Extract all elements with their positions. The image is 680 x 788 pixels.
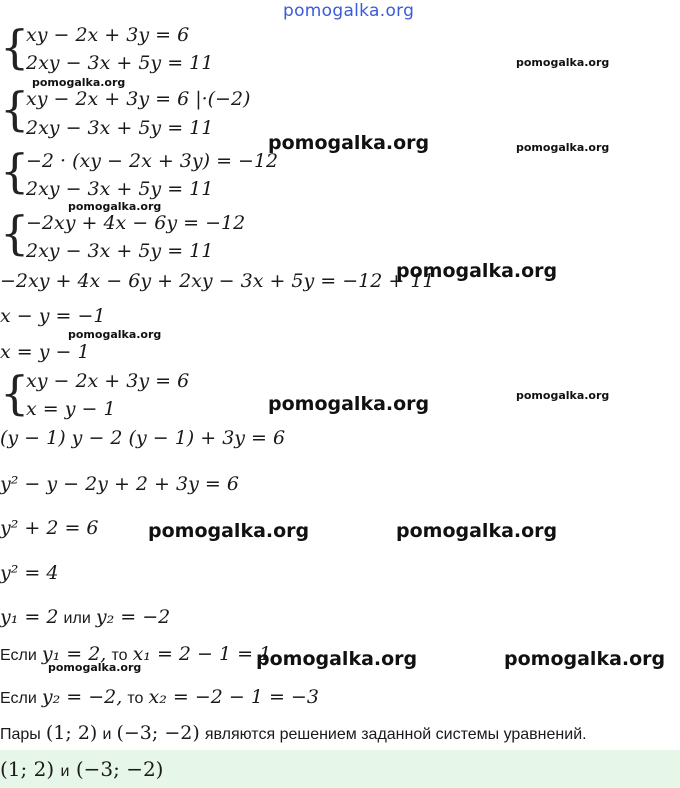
pairs-word: Пары <box>0 726 41 743</box>
system-brace: { <box>0 20 30 74</box>
watermark: pomogalka.org <box>48 661 142 674</box>
roots-line <box>0 606 170 628</box>
watermark: pomogalka.org <box>32 76 126 89</box>
watermark: pomogalka.org <box>148 520 310 542</box>
answer-pair2: (−3; −2) <box>75 757 164 781</box>
watermark: pomogalka.org <box>68 200 162 213</box>
case2-result: x₂ = −2 − 1 = −3 <box>148 686 319 708</box>
then-word: то <box>127 690 144 707</box>
if-word: Если <box>0 647 37 664</box>
difference-equation: x − y = −1 <box>0 305 106 327</box>
root-y2: y₂ = −2 <box>95 606 171 628</box>
answer-and-word: и <box>60 763 70 780</box>
conclusion-pair2: (−3; −2) <box>116 722 200 744</box>
system3-eq1: −2 · (xy − 2x + 3y) = −12 <box>26 150 279 172</box>
watermark: pomogalka.org <box>504 648 666 670</box>
system-brace: { <box>0 206 30 260</box>
system2-eq2: 2xy − 3x + 5y = 11 <box>26 117 214 139</box>
system5-eq1: xy − 2x + 3y = 6 <box>26 370 190 392</box>
system5-eq2: x = y − 1 <box>26 398 116 420</box>
watermark: pomogalka.org <box>396 520 558 542</box>
system4-eq1: −2xy + 4x − 6y = −12 <box>26 212 246 234</box>
simplified-equation: y² + 2 = 6 <box>0 517 99 539</box>
square-equation: y² = 4 <box>0 562 59 584</box>
watermark: pomogalka.org <box>268 393 430 415</box>
watermark: pomogalka.org <box>516 56 610 69</box>
or-word: или <box>63 610 91 627</box>
case1-result: x₁ = 2 − 1 = 1 <box>132 643 272 665</box>
system1-eq1: xy − 2x + 3y = 6 <box>26 24 190 46</box>
substitution-equation: (y − 1) y − 2 (y − 1) + 3y = 6 <box>0 427 286 449</box>
conclusion-text: являются решением заданной системы уравнений. <box>204 726 587 743</box>
x-expression: x = y − 1 <box>0 341 90 363</box>
system2-eq1: xy − 2x + 3y = 6 |·(−2) <box>26 88 251 110</box>
system-brace: { <box>0 366 30 420</box>
system4-eq2: 2xy − 3x + 5y = 11 <box>26 240 214 262</box>
watermark: pomogalka.org <box>268 132 430 154</box>
system3-eq2: 2xy − 3x + 5y = 11 <box>26 178 214 200</box>
system-brace: { <box>0 144 30 198</box>
case2-condition: y₂ = −2, <box>41 686 123 708</box>
case2-line <box>0 686 319 708</box>
watermark: pomogalka.org <box>396 260 558 282</box>
answer-line <box>0 757 163 781</box>
sum-equation: −2xy + 4x − 6y + 2xy − 3x + 5y = −12 + 11 <box>0 270 435 292</box>
header-watermark: pomogalka.org <box>283 1 415 21</box>
system-brace: { <box>0 82 30 136</box>
system1-eq2: 2xy − 3x + 5y = 11 <box>26 52 214 74</box>
answer-pair1: (1; 2) <box>0 757 55 781</box>
and-word: и <box>102 726 112 743</box>
root-y1: y₁ = 2 <box>0 606 59 628</box>
watermark: pomogalka.org <box>68 328 162 341</box>
expanded-equation: y² − y − 2y + 2 + 3y = 6 <box>0 473 239 495</box>
watermark: pomogalka.org <box>256 648 418 670</box>
then-word: то <box>111 647 128 664</box>
watermark: pomogalka.org <box>516 141 610 154</box>
if-word: Если <box>0 690 37 707</box>
watermark: pomogalka.org <box>516 389 610 402</box>
case1-condition: y₁ = 2, <box>41 643 107 665</box>
conclusion-line <box>0 722 587 744</box>
conclusion-pair1: (1; 2) <box>45 722 98 744</box>
